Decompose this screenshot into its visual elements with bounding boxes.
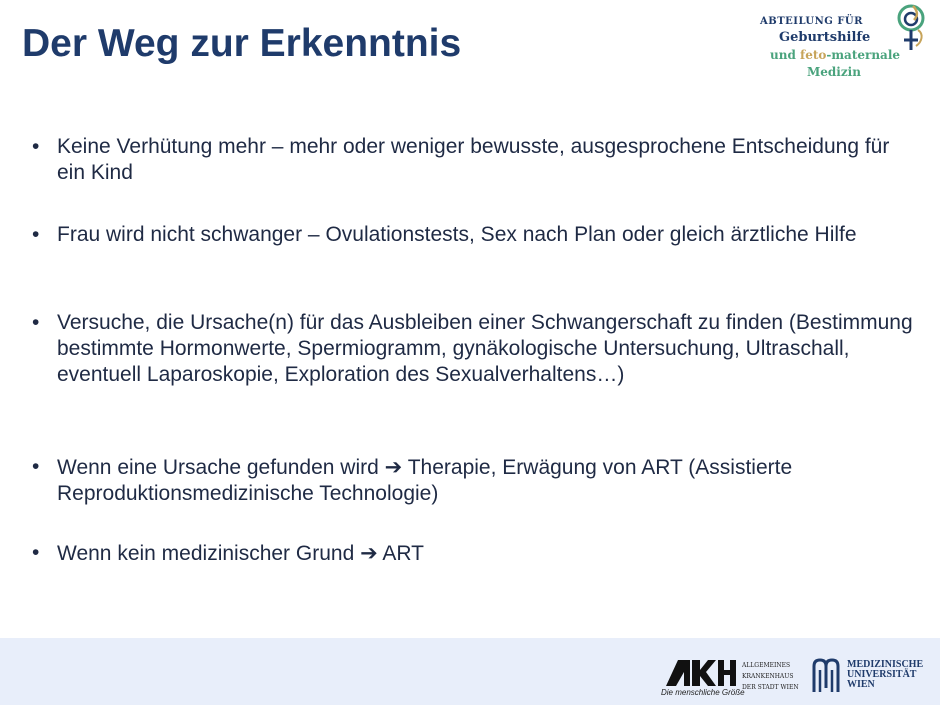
- bullet-text: Wenn kein medizinischer Grund ➔ ART: [57, 541, 424, 565]
- bullet-symbol: •: [32, 311, 40, 334]
- bullet-symbol: •: [32, 455, 40, 478]
- footer-bar: [0, 638, 940, 705]
- bullet-symbol: •: [32, 541, 40, 564]
- arrow-right-icon: ➔: [384, 455, 403, 479]
- bullet-text: Frau wird nicht schwanger – Ovulationstests, Sex nach Plan oder gleich ärztliche Hilfe: [57, 223, 857, 246]
- department-name-line2: und feto-maternale: [770, 48, 901, 62]
- department-name-line3: Medizin: [807, 65, 861, 79]
- akh-logo-icon: [666, 660, 736, 686]
- meduni-name: MEDIZINISCHE UNIVERSITÄT WIEN: [847, 659, 924, 690]
- bullet-text: Wenn eine Ursache gefunden wird ➔ Therapie, Erwägung von ART (Assistierte Reproduktionsmedizinische Technologie): [57, 455, 793, 505]
- bullet-text: Versuche, die Ursache(n) für das Ausbleiben einer Schwangerschaft zu finden (Bestimmung bestimmte Hormonwerte, Spermiogramm, gynäkologische Untersuchung, Ultraschall, eventuell Laparoskopie, Exploration des Sexualverhaltens…): [57, 311, 913, 386]
- meduni-logo-icon: [811, 658, 841, 694]
- slide-title: Der Weg zur Erkenntnis: [22, 22, 462, 65]
- akh-name: ALLGEMEINES KRANKENHAUS DER STADT WIEN: [742, 662, 799, 691]
- department-name-line1: Geburtshilfe: [779, 30, 871, 45]
- bullet-symbol: •: [32, 135, 40, 158]
- bullet-text: Keine Verhütung mehr – mehr oder weniger bewusste, ausgesprochene Entscheidung für ein Kind: [57, 135, 890, 184]
- bullet-symbol: •: [32, 223, 40, 246]
- arrow-right-icon: ➔: [360, 541, 378, 565]
- department-label: ABTEILUNG FÜR: [760, 16, 863, 27]
- akh-slogan: Die menschliche Größe: [661, 688, 745, 697]
- mother-child-icon: [892, 2, 930, 52]
